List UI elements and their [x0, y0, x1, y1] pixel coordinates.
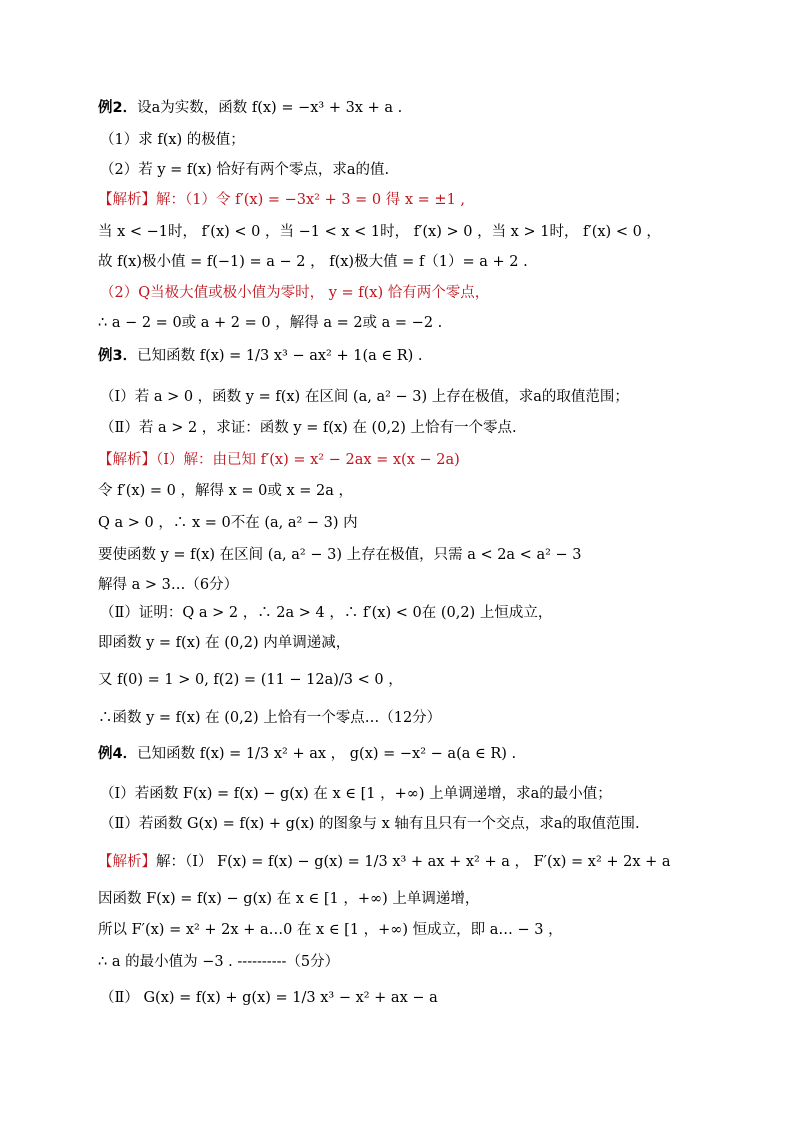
solution-label: 【解析】 [98, 452, 156, 468]
solution-label: 【解析】 [98, 854, 156, 870]
solution-text: （Ⅱ）证明：Q a > 2 ，∴ 2a > 4 ，∴ f′(x) < 0在 (0,2) 上恒成立， [100, 605, 553, 621]
question-line [100, 160, 734, 180]
solution-line [100, 283, 734, 303]
solution-line [98, 252, 734, 272]
example-label: 例3． [98, 348, 138, 364]
question-text: （Ⅰ）若函数 F(x) = f(x) − g(x) 在 x ∈ [1 ，+∞) 上单调递增，求a的最小值； [100, 786, 612, 802]
solution-text: 故 f(x)极小值 = f(−1) = a − 2 ， f(x)极大值 = f（1）= a + 2 . [98, 254, 528, 270]
solution-line [98, 313, 734, 333]
question-line [100, 784, 734, 804]
question-text: （1）求 f(x) 的极值； [100, 132, 245, 148]
solution-text: ∴函数 y = f(x) 在 (0,2) 上恰有一个零点…（12分） [98, 710, 442, 726]
solution-text: 要使函数 y = f(x) 在区间 (a, a² − 3) 上存在极值，只需 a < 2a < a² − 3 [98, 547, 582, 563]
solution-text: ∴ a − 2 = 0或 a + 2 = 0 ，解得 a = 2或 a = −2 . [98, 315, 443, 331]
question-text: （2）若 y = f(x) 恰好有两个零点，求a的值. [100, 162, 390, 178]
solution-line [100, 603, 734, 623]
question-line [100, 387, 734, 407]
example-4-title [98, 744, 734, 764]
problem-text: 已知函数 f(x) = 1/3 x³ − ax² + 1(a ∈ R) . [137, 348, 423, 364]
solution-text: 所以 F′(x) = x² + 2x + a…0 在 x ∈ [1 ，+∞) 恒成立，即 a… − 3 ， [98, 922, 563, 938]
solution-line [98, 889, 734, 909]
solution-text: （2）Q当极大值或极小值为零时， y = f(x) 恰有两个零点， [100, 285, 490, 301]
example-2-title [98, 98, 734, 118]
solution-text: 因函数 F(x) = f(x) − g(x) 在 x ∈ [1 ，+∞) 上单调递增， [98, 891, 480, 907]
solution-text: 解得 a > 3…（6分） [98, 577, 239, 593]
example-label: 例2． [98, 100, 138, 116]
problem-text: 设a为实数，函数 f(x) = −x³ + 3x + a . [137, 100, 403, 116]
solution-text: （Ⅱ） G(x) = f(x) + g(x) = 1/3 x³ − x² + ax − a [100, 990, 438, 1006]
problem-text: 已知函数 f(x) = 1/3 x² + ax ， g(x) = −x² − a(a ∈ R) . [137, 746, 517, 762]
solution-text: 即函数 y = f(x) 在 (0,2) 内单调递减， [98, 635, 351, 651]
solution-line [98, 952, 734, 972]
example-3-title [98, 346, 734, 366]
solution-text: 解：（Ⅰ） F(x) = f(x) − g(x) = 1/3 x³ + ax + x² + a ， F′(x) = x² + 2x + a [156, 854, 671, 870]
question-line [100, 814, 734, 834]
solution-line [98, 708, 734, 728]
solution-line [98, 513, 734, 533]
solution-line [98, 481, 734, 501]
solution-text: Q a > 0 ，∴ x = 0不在 (a, a² − 3) 内 [98, 515, 358, 531]
question-text: （Ⅰ）若 a > 0 ，函数 y = f(x) 在区间 (a, a² − 3) 上存在极值，求a的取值范围； [100, 389, 629, 405]
solution-label: 【解析】 [98, 192, 156, 208]
question-line [100, 418, 734, 438]
solution-text: （Ⅰ）解：由已知 f′(x) = x² − 2ax = x(x − 2a) [156, 452, 460, 468]
solution-line [98, 670, 734, 690]
example-label: 例4． [98, 746, 138, 762]
solution-text: 又 f(0) = 1 > 0, f(2) = (11 − 12a)/3 < 0 ， [98, 672, 403, 688]
solution-text: ∴ a 的最小值为 −3 . ----------（5分） [98, 954, 340, 970]
solution-line [98, 450, 734, 470]
solution-line [98, 222, 734, 242]
solution-line [98, 852, 734, 872]
solution-text: 令 f′(x) = 0 ，解得 x = 0或 x = 2a ， [98, 483, 353, 499]
question-text: （Ⅱ）若 a > 2 ，求证：函数 y = f(x) 在 (0,2) 上恰有一个零点. [100, 420, 517, 436]
solution-line [98, 190, 734, 210]
solution-line [100, 988, 734, 1008]
solution-line [98, 920, 734, 940]
solution-line [98, 575, 734, 595]
solution-text: 解：（1）令 f′(x) = −3x² + 3 = 0 得 x = ±1 , [156, 192, 466, 208]
question-line [100, 130, 734, 150]
question-text: （Ⅱ）若函数 G(x) = f(x) + g(x) 的图象与 x 轴有且只有一个交点，求a的取值范围. [100, 816, 640, 832]
solution-line [98, 633, 734, 653]
solution-text: 当 x < −1时， f′(x) < 0 ，当 −1 < x < 1时， f′(x) > 0 ，当 x > 1时， f′(x) < 0 ， [98, 224, 661, 240]
solution-line [98, 545, 734, 565]
